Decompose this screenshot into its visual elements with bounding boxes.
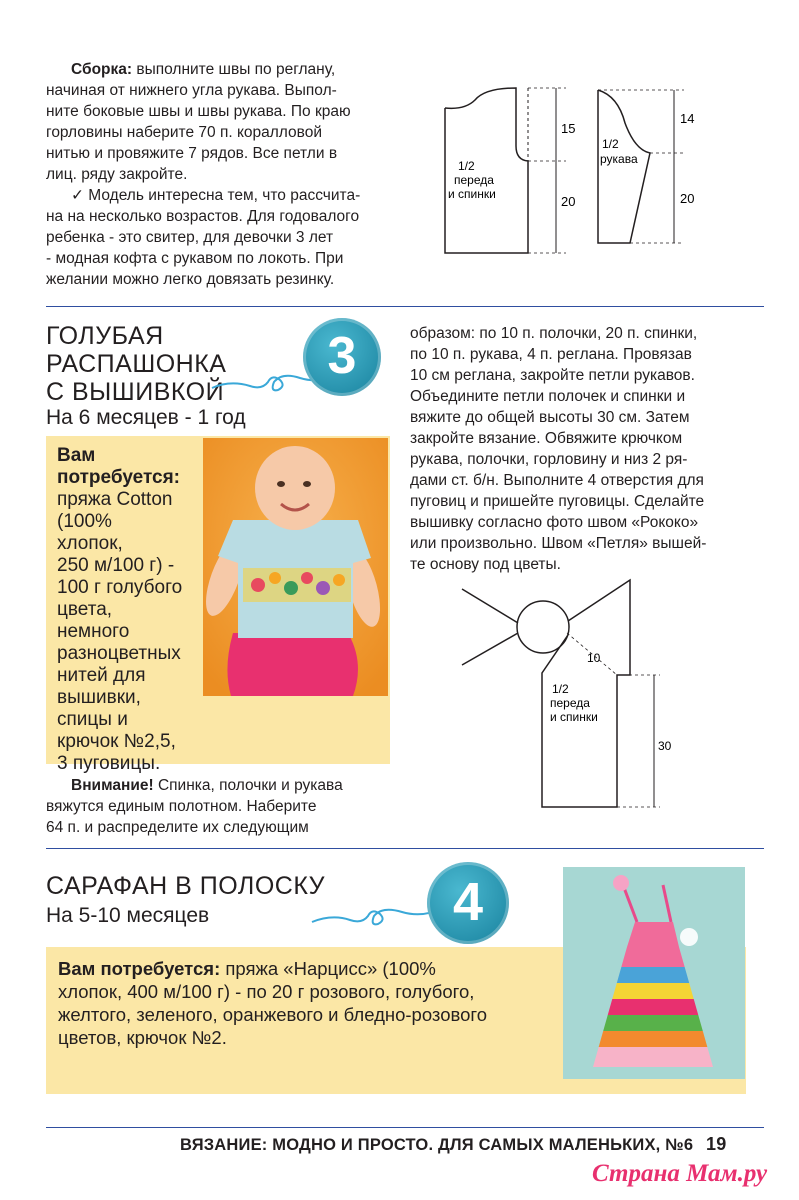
divider-bottom bbox=[46, 1127, 764, 1128]
sleeve-label-1: 1/2 bbox=[602, 137, 619, 151]
section4-number-badge bbox=[427, 862, 509, 944]
sundress-photo bbox=[563, 867, 745, 1079]
sleeve-dim-14: 14 bbox=[680, 111, 695, 126]
body-label-1: 1/2 bbox=[458, 159, 475, 173]
note-line: на на несколько возрастов. Для годовалого bbox=[46, 208, 360, 225]
sleeve-piece-outline bbox=[598, 90, 650, 243]
section4-number: 4 bbox=[452, 872, 484, 932]
diag3-label-2: переда bbox=[550, 696, 590, 710]
assembly-label: Сборка: bbox=[71, 61, 133, 78]
diag3-dim-10: 10 bbox=[587, 651, 601, 665]
assembly-line: лиц. ряду закройте. bbox=[46, 166, 188, 183]
footer bbox=[180, 1134, 726, 1155]
assembly-line: ните боковые швы и швы рукава. По краю bbox=[46, 103, 351, 120]
body-label-2: переда bbox=[454, 173, 494, 187]
body-sleeve-pattern-diagram bbox=[430, 78, 700, 268]
body-dim-15: 15 bbox=[561, 121, 576, 136]
section3-title: ГОЛУБАЯ РАСПАШОНКА С ВЫШИВКОЙ bbox=[46, 322, 227, 406]
diag3-label-1: 1/2 bbox=[552, 682, 569, 696]
materials-text: пряжа Cotton (100% хлопок, 250 м/100 г) - 100 г голубого цвета, немного разноцветных нитей для вышивки, спицы и крючок №2,5, 3 пуговицы. bbox=[57, 489, 183, 774]
section3-number: 3 bbox=[327, 327, 357, 385]
diag3-label-3: и спинки bbox=[550, 710, 598, 724]
attention-text: Внимание! Спинка, полочки и рукава вяжутся единым полотном. Наберите 64 п. и распределите их следующим bbox=[46, 777, 343, 836]
section3-instructions: образом: по 10 п. полочки, 20 п. спинки, по 10 п. рукава, 4 п. реглана. Провязав 10 см реглана, закройте петли рукавов. Объедините петли полочек и спинки и вяжите до общей высоты 30 см. Затем закройте вязание. Обвяжите крючком рукава, полочки, горловину и низ 2 ря- дами ст. б/н. Выполните 4 отверстия для пуговиц и пришейте пуговицы. Сделайте вышивку согласно фото швом «Рококо» или произвольно. Швом «Петля» вышей- те основу под цветы. bbox=[410, 325, 707, 573]
footer-magazine-title: ВЯЗАНИЕ: МОДНО И ПРОСТО. ДЛЯ САМЫХ МАЛЕНЬКИХ, №6 bbox=[180, 1136, 694, 1154]
assembly-line: начиная от нижнего угла рукава. Выпол- bbox=[46, 82, 337, 99]
body-dim-20: 20 bbox=[561, 194, 576, 209]
note-line: желании можно легко довязать резинку. bbox=[46, 271, 335, 288]
assembly-line: горловины наберите 70 п. коралловой bbox=[46, 124, 322, 141]
divider-middle bbox=[46, 848, 764, 849]
note-line: ребенка - это свитер, для девочки 3 лет bbox=[46, 229, 334, 246]
baby-photo bbox=[203, 438, 388, 696]
section3-subtitle: На 6 месяцев - 1 год bbox=[46, 406, 246, 429]
note-line: - модная кофта с рукавом по локоть. При bbox=[46, 250, 344, 267]
diag3-dim-30: 30 bbox=[658, 739, 672, 753]
sleeve-label-2: рукава bbox=[600, 152, 638, 166]
assembly-line: нитью и провяжите 7 рядов. Все петли в bbox=[46, 145, 338, 162]
note-line: ✓ Модель интересна тем, что рассчита- bbox=[71, 187, 361, 204]
section3-number-badge bbox=[303, 318, 381, 396]
attention-label: Внимание! bbox=[71, 777, 154, 794]
section3-materials bbox=[57, 445, 207, 775]
assembly-text bbox=[46, 59, 391, 290]
section4-materials: Вам потребуется: пряжа «Нарцисс» (100% хлопок, 400 м/100 г) - по 20 г розового, голубого, желтого, зеленого, оранжевого и бледно-розового цветов, крючок №2. bbox=[58, 958, 488, 1048]
section4-subtitle: На 5-10 месяцев bbox=[46, 904, 210, 927]
watermark: Страна Мам.ру bbox=[592, 1160, 768, 1187]
materials-label: Вам потребуется: bbox=[57, 445, 180, 488]
materials4-label: Вам потребуется: bbox=[58, 958, 221, 979]
section4-title: САРАФАН В ПОЛОСКУ bbox=[46, 872, 326, 900]
page-number: 19 bbox=[706, 1134, 727, 1154]
divider-top bbox=[46, 306, 764, 307]
assembly-line: Сборка: выполните швы по реглану, bbox=[71, 61, 336, 78]
section3-pattern-diagram bbox=[460, 575, 690, 815]
sleeve-dim-20: 20 bbox=[680, 191, 695, 206]
body-label-3: и спинки bbox=[448, 187, 496, 201]
